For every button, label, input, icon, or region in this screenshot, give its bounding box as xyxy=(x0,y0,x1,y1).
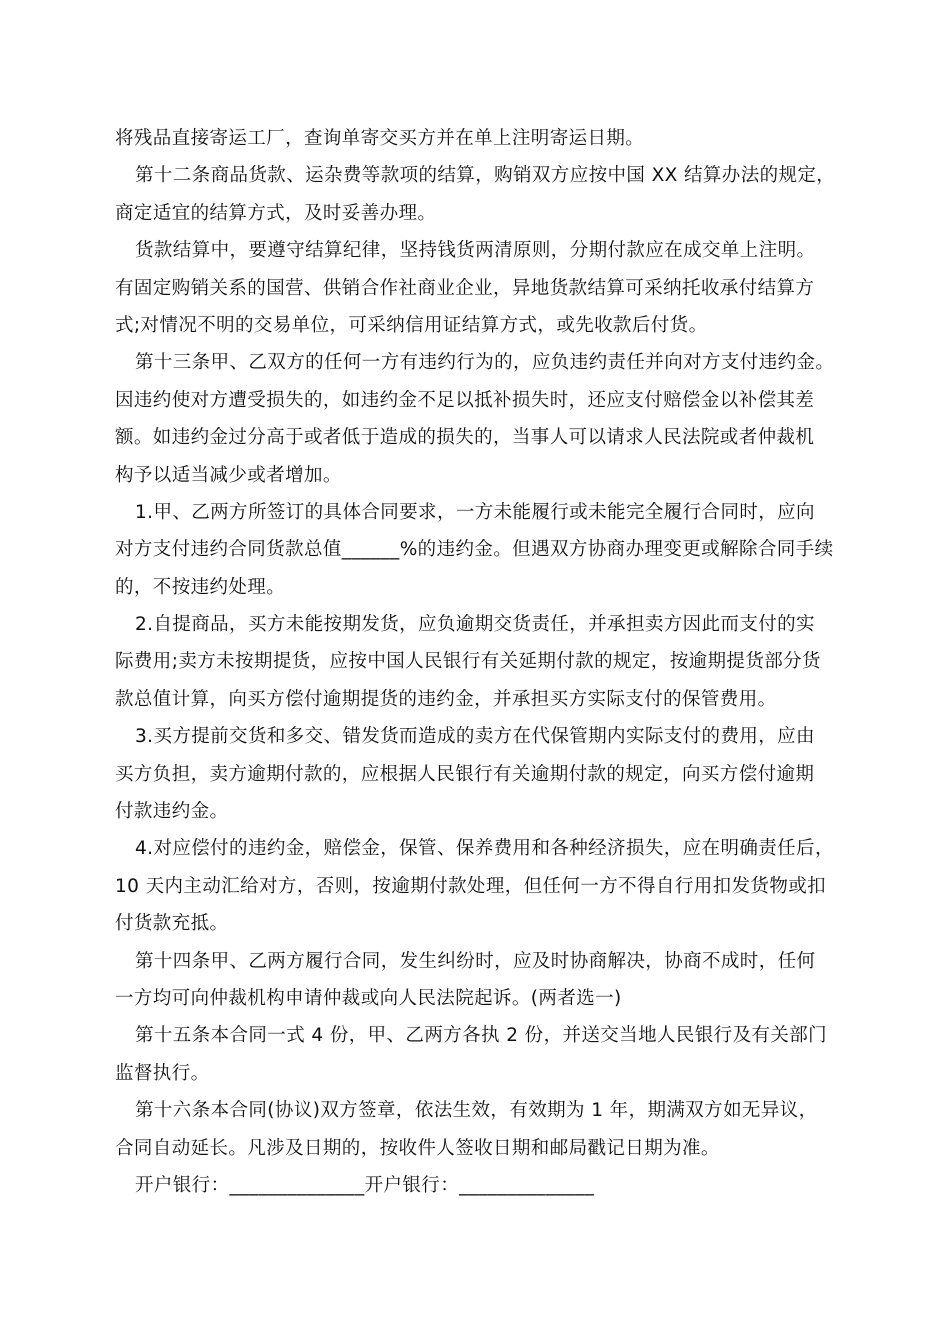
text-line: 监督执行。 xyxy=(115,1062,210,1084)
text-line: 3.买方提前交货和多交、错发货而造成的卖方在代保管期内实际支付的费用，应由 xyxy=(135,726,815,748)
text-line: 商定适宜的结算方式，及时妥善办理。 xyxy=(115,202,437,224)
text-line: 付货款充抵。 xyxy=(115,913,229,935)
text-line: 2.自提商品，买方未能按期发货，应负逾期交货责任，并承担卖方因此而支付的实 xyxy=(135,614,815,636)
text-line: 构予以适当减少或者增加。 xyxy=(115,464,342,486)
text-line: 将残品直接寄运工厂，查询单寄交买方并在单上注明寄运日期。 xyxy=(115,128,645,149)
text-line: 一方均可向仲裁机构申请仲裁或向人民法院起诉。(两者选一) xyxy=(115,987,622,1009)
text-line: 第十四条甲、乙两方履行合同，发生纠纷时，应及时协商解决，协商不成时，任何 xyxy=(135,950,816,972)
text-line: 第十三条甲、乙双方的任何一方有违约行为的，应负违约责任并向对方支付违约金。 xyxy=(135,352,835,374)
text-line: 4.对应偿付的违约金，赔偿金，保管、保养费用和各种经济损失，应在明确责任后， xyxy=(135,838,834,860)
text-line: 对方支付违约合同货款总值______%的违约金。但遇双方协商办理变更或解除合同手续 xyxy=(115,539,834,561)
bank-account-line: 开户银行：______________开户银行：______________ xyxy=(135,1174,595,1196)
text-line: 第十二条商品货款、运杂费等款项的结算，购销双方应按中国 XX 结算办法的规定， xyxy=(135,165,836,187)
text-line: 买方负担，卖方逾期付款的，应根据人民银行有关逾期付款的规定，向买方偿付逾期 xyxy=(115,763,815,785)
text-line: 际费用;卖方未按期提货，应按中国人民银行有关延期付款的规定，按逾期提货部分货 xyxy=(115,651,821,673)
text-line: 10 天内主动汇给对方，否则，按逾期付款处理，但任何一方不得自行用扣发货物或扣 xyxy=(115,875,827,897)
text-line: 合同自动延长。凡涉及日期的，按收件人签收日期和邮局戳记日期为准。 xyxy=(115,1137,720,1159)
text-line: 货款结算中，要遵守结算纪律，坚持钱货两清原则，分期付款应在成交单上注明。 xyxy=(135,240,816,262)
text-line: 付款违约金。 xyxy=(115,801,229,823)
text-line: 款总值计算，向买方偿付逾期提货的违约金，并承担买方实际支付的保管费用。 xyxy=(115,688,777,710)
text-line: 第十五条本合同一式 4 份，甲、乙两方各执 2 份，并送交当地人民银行及有关部门 xyxy=(135,1025,828,1047)
text-line: 有固定购销关系的国营、供销合作社商业企业，异地货款结算可采纳托收承付结算方 xyxy=(115,277,815,299)
text-line: 的，不按违约处理。 xyxy=(115,576,286,598)
text-line: 因违约使对方遭受损失的，如违约金不足以抵补损失时，还应支付赔偿金以补偿其差 xyxy=(115,389,815,411)
document-page xyxy=(115,120,845,1204)
text-line: 额。如违约金过分高于或者低于造成的损失的，当事人可以请求人民法院或者仲裁机 xyxy=(115,427,815,449)
text-line: 第十六条本合同(协议)双方签章，依法生效，有效期为 1 年，期满双方如无异议， xyxy=(135,1100,818,1122)
text-line: 1.甲、乙两方所签订的具体合同要求，一方未能履行或未能完全履行合同时，应向 xyxy=(135,501,815,523)
text-line: 式;对情况不明的交易单位，可采纳信用证结算方式，或先收款后付货。 xyxy=(115,314,708,336)
